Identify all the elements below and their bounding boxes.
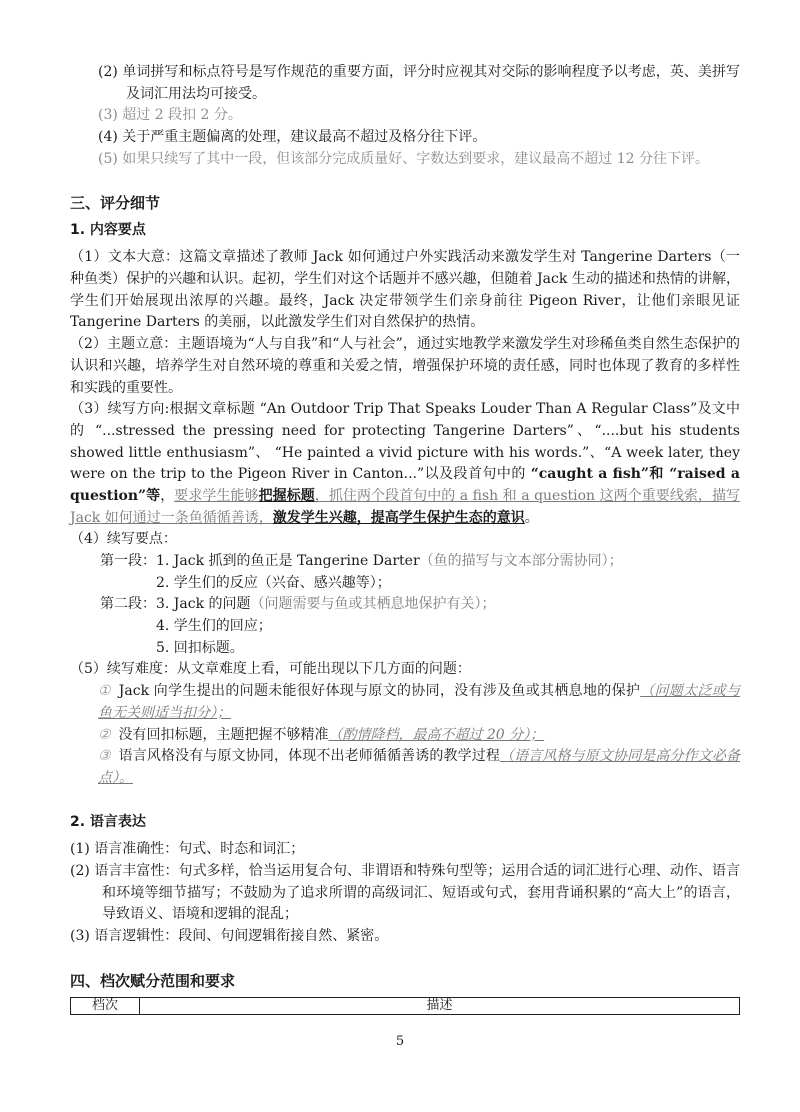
page-number: 5: [395, 1034, 405, 1049]
content-points-title: 1. 内容要点: [70, 221, 146, 238]
direction-text: （3）续写方向:根据文章标题 “An Outdoor Trip That Speaks Louder Than A Regular Class”及文中的 “...stressed the pressing need for protecting Tangerine Darters”、“....but his students showed little enthusiasm”、 “He painted a vivid picture with his words.”、“A week later, they were on the trip to the Pigeon River in Canton...”以及段首句中的: [70, 401, 740, 483]
language-section-title: 2. 语言表达: [70, 813, 146, 830]
issue-2: [70, 725, 740, 747]
point-1-note: （鱼的描写与文本部分需协同）；: [419, 553, 623, 569]
top-item-2: (2) 单词拼写和标点符号是写作规范的重要方面，评分时应视其对交际的影响程度予以考虑，英、美拼写及词汇用法均可接受。: [98, 64, 740, 102]
tier-table: [70, 997, 740, 1015]
top-item-3: (3) 超过 2 段扣 2 分。: [98, 107, 242, 124]
issue-1-text: Jack 向学生提出的问题未能很好体现与原文的协同，没有涉及鱼或其栖息地的保护: [118, 683, 641, 700]
language-item-2: (2) 语言丰富性：句式多样，恰当运用复合句、非谓语和特殊句型等；运用合适的词汇进行心理、动作、语言和环境等细节描写；不鼓励为了追求所谓的高级词汇、短语或句式，套用背诵积累的“高大上”的语言，导致语义、语境和逻辑的混乱；: [70, 862, 740, 923]
language-item-1: (1) 语言准确性：句式、时态和词汇；: [70, 841, 305, 858]
paragraph-2-label: 第二段：: [100, 596, 156, 613]
top-item-5: (5) 如果只续写了其中一段，但该部分完成质量好、字数达到要求，建议最高不超过 12 分往下评。: [98, 150, 709, 167]
issue-1-note: （问题太泛或与鱼无关则适当扣分）；: [98, 683, 741, 721]
point-1: 1. Jack 抓到的鱼正是 Tangerine Darter: [156, 553, 420, 569]
description-col-header: 描述: [140, 997, 740, 1014]
text-summary-paragraph: （1）文本大意：这篇文章描述了教师 Jack 如何通过户外实践活动来激发学生对 Tangerine Darters（一种鱼类）保护的兴趣和认识。起初，学生们对这个话题并不感兴趣，但随着 Jack 生动的描述和热情的讲解，学生们开始展现出浓厚的兴趣。最终，Jack 决定带领学生们亲身前往 Pigeon River，让他们亲眼见证 Tangerine Darters 的美丽，以此激发学生们对自然保护的热情。: [70, 249, 740, 331]
paragraph-1-label: 第一段：: [100, 553, 156, 569]
issue-3: [70, 746, 740, 789]
issue-3-note: （语言风格与原文协同是高分作文必备点）。: [98, 748, 741, 786]
issue-1-number: ①: [98, 683, 111, 700]
direction-bold-phrases: “caught a fish”和 “raised a question”等: [70, 466, 740, 504]
top-item-4: (4) 关于严重主题偏离的处理，建议最高不超过及格分往下评。: [98, 129, 487, 146]
paragraph-1-points: [70, 551, 740, 573]
direction-clues: ，抓住两个段首句中的 a fish 和 a question 这两个重要线索，描写 Jack 如何通过一条鱼循循善诱，: [70, 487, 741, 526]
page-content: [70, 62, 740, 1015]
issue-2-number: ②: [98, 726, 111, 743]
point-3: 3. Jack 的问题: [156, 596, 251, 613]
tier-table-header: [71, 997, 740, 1014]
issue-3-number: ③: [98, 748, 111, 765]
issue-1: [70, 681, 740, 724]
language-item-3: (3) 语言逻辑性：段间、句间逻辑衔接自然、紧密。: [70, 928, 389, 944]
direction-grasp-title: 把握标题: [258, 487, 315, 504]
theme-paragraph: （2）主题立意：主题语境为“人与自我”和“人与社会”，通过实地教学来激发学生对珍稀鱼类自然生态保护的认识和兴趣，培养学生对自然环境的尊重和关爱之情，增强保护环境的责任感，同时也体现了教育的多样性和实践的重要性。: [70, 336, 740, 396]
direction-paragraph: [70, 399, 740, 529]
paragraph-2-points: [70, 594, 740, 616]
direction-requirement: 要求学生能够: [174, 487, 259, 504]
key-points-title: （4）续写要点：: [70, 531, 177, 548]
section-3-title: 三、评分细节: [70, 194, 161, 213]
point-3-note: （问题需要与鱼或其栖息地保护有关）；: [250, 596, 496, 613]
direction-end: 。: [524, 509, 539, 526]
section-4-title: 四、档次赋分范围和要求: [70, 971, 236, 990]
issue-2-text: 没有回扣标题，主题把握不够精准: [118, 726, 329, 743]
point-2: 2. 学生们的反应（兴奋、感兴趣等）；: [156, 574, 391, 591]
point-5: 5. 回扣标题。: [156, 639, 244, 656]
issue-3-text: 语言风格没有与原文协同，体现不出老师循循善诱的教学过程: [118, 748, 500, 765]
point-4: 4. 学生们的回应；: [156, 618, 272, 635]
difficulty-title: （5）续写难度：从文章难度上看，可能出现以下几方面的问题：: [70, 661, 471, 678]
direction-goal: 激发学生兴趣，提高学生保护生态的意识: [272, 509, 525, 526]
direction-comma: ，: [160, 487, 175, 504]
tier-col-header: 档次: [71, 997, 140, 1014]
issue-2-note: （酌情降档，最高不超过 20 分）；: [328, 726, 545, 743]
